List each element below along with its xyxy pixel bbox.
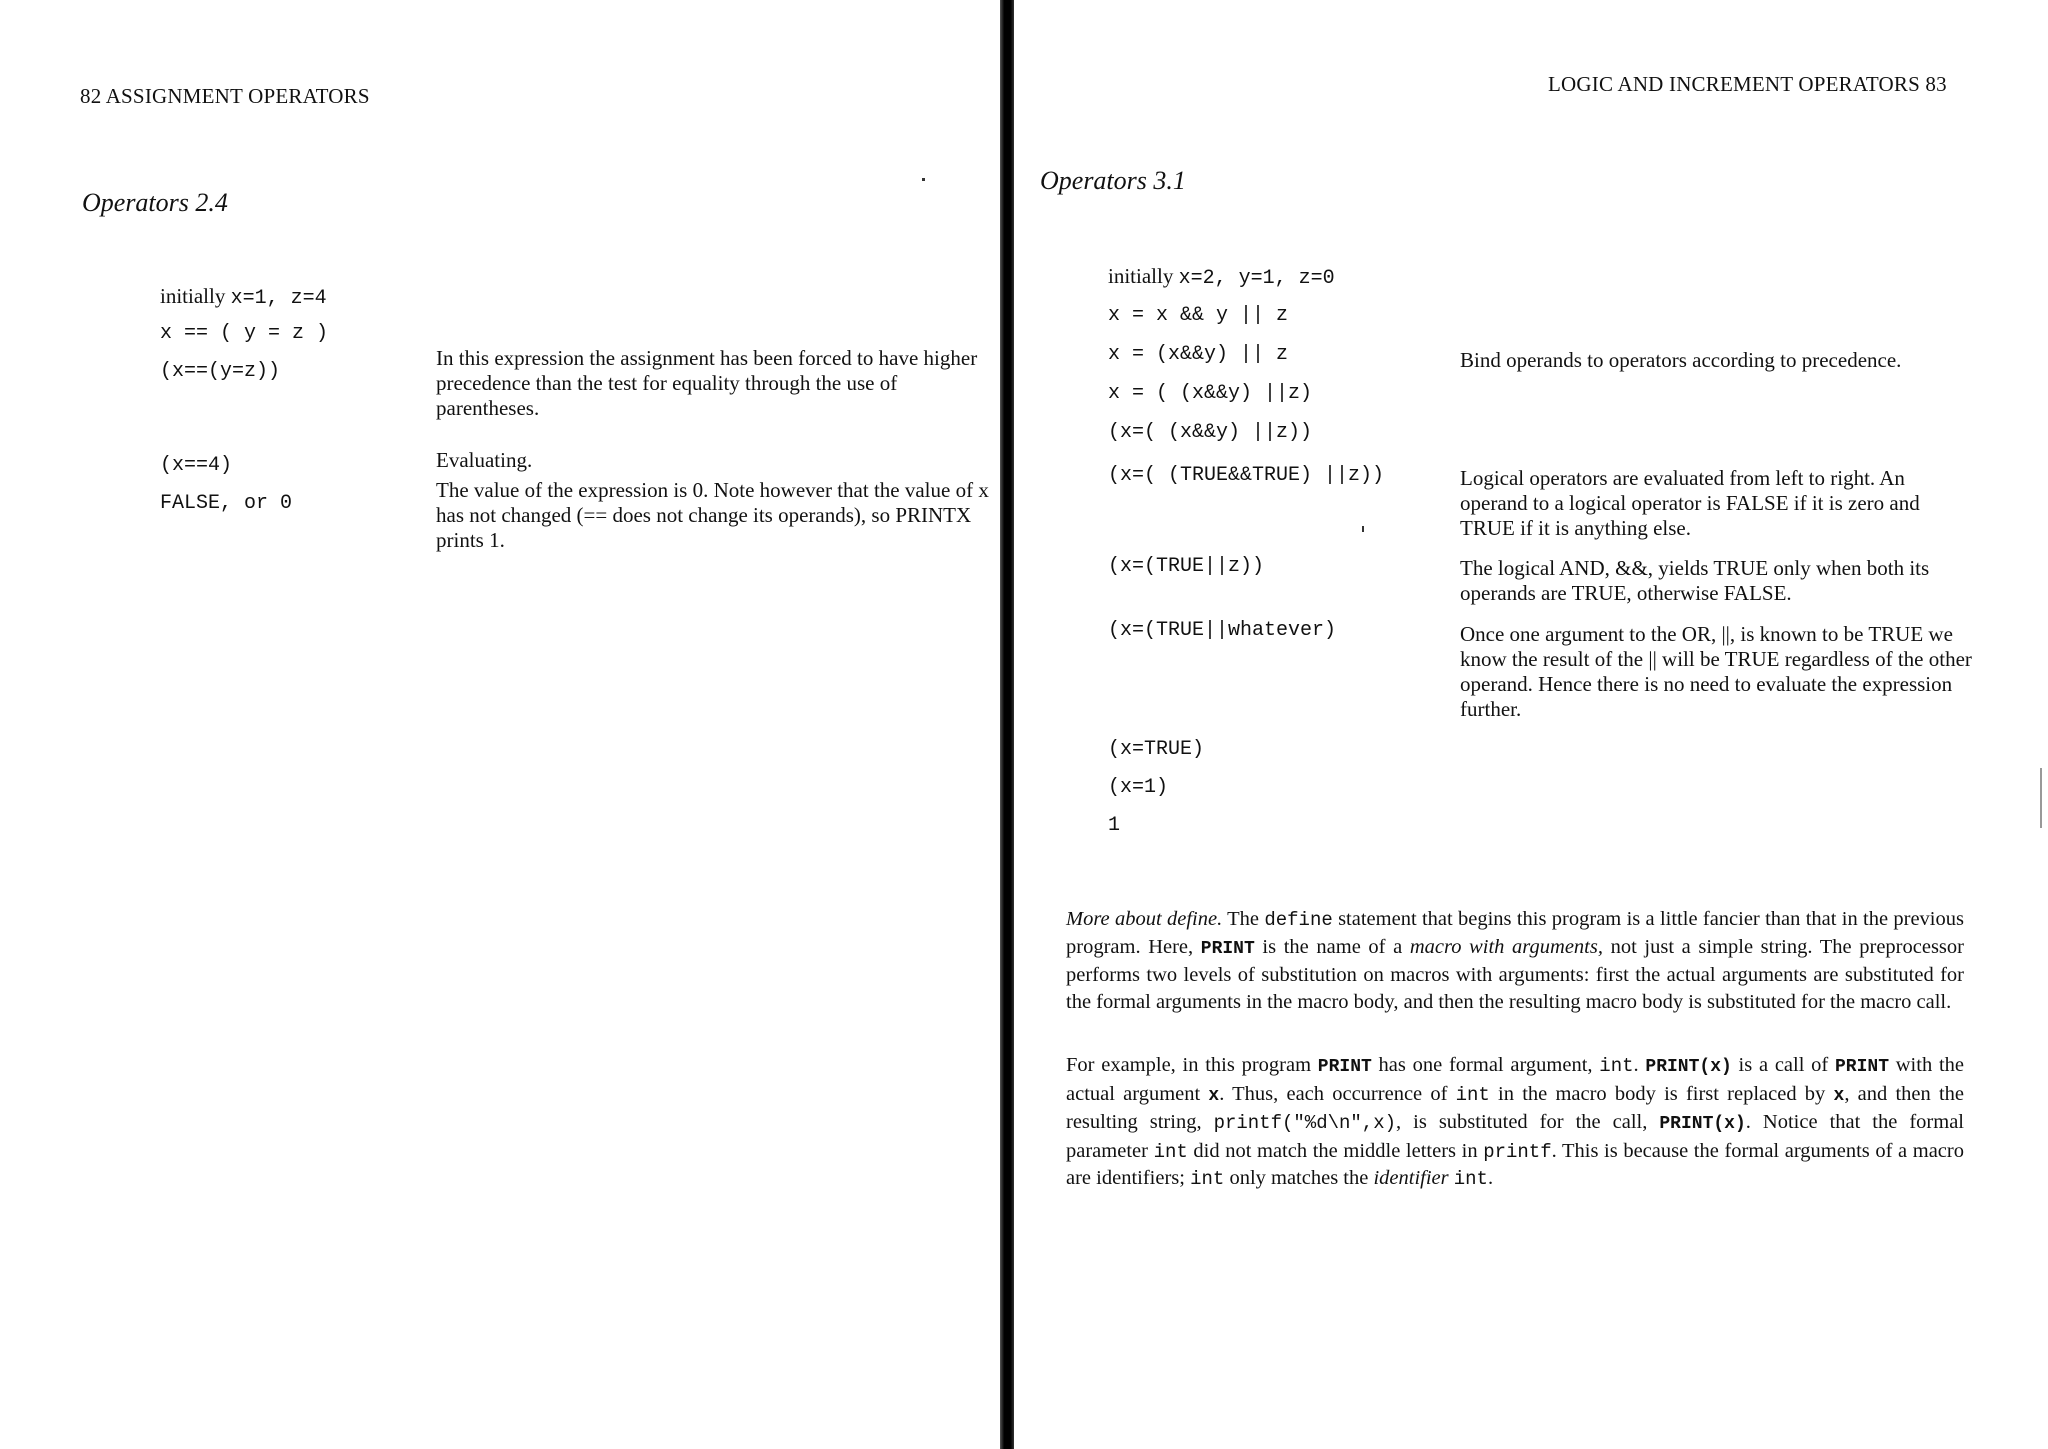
code-line: (x=( (TRUE&&TRUE) ||z)): [1108, 464, 1385, 487]
code-line: initially x=1, z=4: [160, 284, 327, 310]
paragraph-run: int: [1455, 1083, 1490, 1106]
paragraph-run: . Notice that the formal parameter: [1066, 1111, 1965, 1162]
explanation-text: Bind operands to operators according to precedence.: [1460, 348, 1902, 372]
paragraph-run: with the actual argument: [1066, 1054, 1964, 1105]
paragraph-run: PRINT(x): [1659, 1114, 1746, 1134]
explanation-text: In this expression the assignment has been forced to have higher precedence than the test for equality through the use of parentheses.: [436, 346, 978, 420]
code-line: x = x && y || z: [1108, 304, 1289, 327]
paragraph-run: identifier: [1373, 1167, 1449, 1189]
paragraph-run: int: [1190, 1168, 1225, 1190]
paragraph-run: x: [1833, 1085, 1845, 1106]
paragraph-run: , and then the resulting string,: [1066, 1082, 1964, 1133]
code-line: x = (x&&y) || z: [1108, 343, 1289, 366]
paragraph-run: . Thus, each occurrence of: [1219, 1082, 1456, 1105]
left-running-header: 82 ASSIGNMENT OPERATORS: [80, 84, 370, 108]
paragraph-run: macro with arguments,: [1409, 935, 1603, 958]
paragraph-run: int: [1453, 1168, 1488, 1190]
paragraph-run: For example, in this program: [1066, 1054, 1318, 1076]
paragraph-run: PRINT: [1200, 938, 1255, 959]
code-line: (x==(y=z)): [160, 360, 281, 383]
paragraph-run: More about define.: [1066, 908, 1223, 930]
scan-mark: [922, 178, 925, 181]
paragraph-run: statement that begins this program is a little fancier than that in the previous program. Here,: [1066, 908, 1964, 958]
paragraph-run: printf("%d\n",x): [1213, 1112, 1397, 1134]
scan-mark: [2040, 768, 2042, 828]
paragraph-run: is the name of a: [1254, 935, 1410, 958]
body-paragraph: [1066, 1052, 1964, 1193]
explanation-text: The logical AND, &&, yields TRUE only when both its operands are TRUE, otherwise FALSE.: [1460, 556, 1930, 605]
paragraph-run: PRINT(x): [1645, 1057, 1732, 1077]
paragraph-run: , is substituted for the call,: [1396, 1111, 1660, 1133]
right-running-header: LOGIC AND INCREMENT OPERATORS 83: [1548, 72, 1947, 96]
paragraph-run: not just a simple string. The preprocessor performs two levels of substitution on macros with arguments: first the actual arguments are substituted for the formal arguments in the macro body, and then the resulting macro body is substituted for the macro call.: [1066, 935, 1964, 1013]
code-line: (x==4): [160, 454, 233, 477]
paragraph-run: .: [1487, 1167, 1494, 1189]
paragraph-run: The: [1222, 908, 1265, 930]
explanation-text: The value of the expression is 0. Note however that the value of x has not changed (== does not change its operands), so PRINTX prints 1.: [436, 478, 989, 552]
paragraph-run: int: [1153, 1140, 1188, 1163]
code-line: initially x=2, y=1, z=0: [1108, 264, 1335, 290]
code-line: x = ( (x&&y) ||z): [1108, 382, 1313, 405]
paragraph-run: PRINT: [1834, 1057, 1889, 1077]
paragraph-run: in the macro body is first replaced by: [1489, 1082, 1834, 1105]
right-section-title: Operators 3.1: [1040, 166, 1186, 195]
code-line: x == ( y = z ): [160, 322, 329, 345]
paragraph-run: PRINT: [1317, 1057, 1372, 1077]
paragraph-run: .: [1633, 1054, 1646, 1076]
explanation-text: Evaluating.: [436, 448, 533, 472]
body-paragraph: [1066, 906, 1964, 1015]
book-spine: [1000, 0, 1014, 1449]
paragraph-run: int: [1599, 1055, 1634, 1077]
code-line: (x=TRUE): [1108, 738, 1205, 761]
paragraph-run: only matches the: [1224, 1167, 1374, 1189]
scan-mark: [1362, 526, 1364, 532]
paragraph-run: . This is because the formal arguments of a macro are identifiers;: [1066, 1139, 1964, 1189]
paragraph-run: did not match the middle letters in: [1187, 1139, 1484, 1162]
code-line: (x=1): [1108, 776, 1169, 799]
paragraph-run: printf: [1483, 1140, 1552, 1163]
explanation-text: Logical operators are evaluated from left to right. An operand to a logical operator is FALSE if it is zero and TRUE if it is anything else.: [1460, 466, 1920, 540]
code-line: (x=(TRUE||z)): [1108, 555, 1265, 578]
paragraph-run: has one formal argument,: [1371, 1054, 1600, 1076]
code-line: (x=(TRUE||whatever): [1108, 619, 1337, 642]
paragraph-run: x: [1208, 1085, 1220, 1106]
paragraph-run: define: [1264, 909, 1333, 931]
left-section-title: Operators 2.4: [82, 188, 228, 217]
paragraph-run: is a call of: [1731, 1054, 1835, 1076]
explanation-text: Once one argument to the OR, ||, is known to be TRUE we know the result of the || will be TRUE regardless of the other operand. Hence there is no need to evaluate the expression further.: [1460, 622, 1972, 721]
code-line: 1: [1108, 814, 1121, 837]
code-line: FALSE, or 0: [160, 492, 293, 515]
code-line: (x=( (x&&y) ||z)): [1108, 421, 1313, 444]
